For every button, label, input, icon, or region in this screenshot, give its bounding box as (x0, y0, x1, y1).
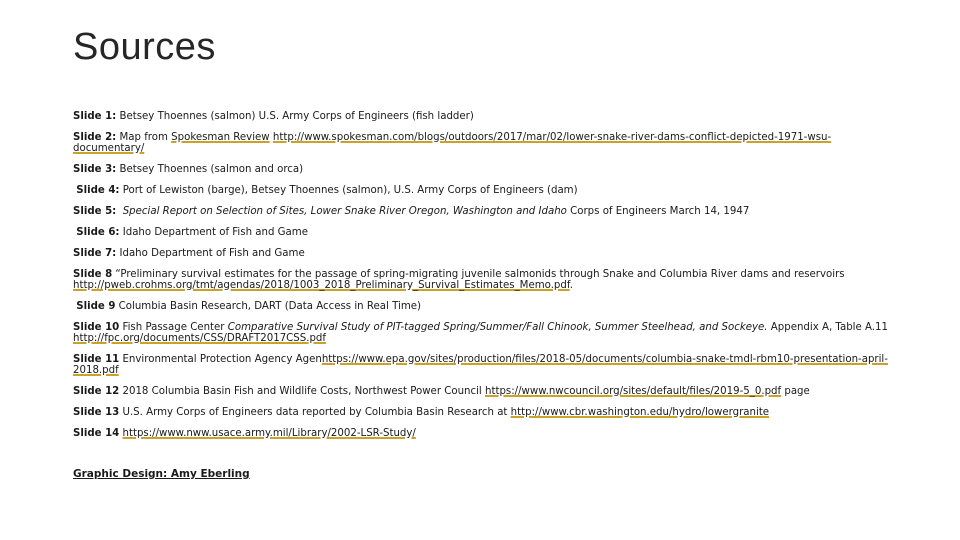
spokesman-url-link[interactable]: http://www.spokesman.com/blogs/outdoors/2017/mar/02/lower-snake-river-dams-conflict-depicted-1971-wsu-documentary/ (73, 132, 832, 154)
source-slide-10 (73, 322, 893, 344)
epa-tmdl-link[interactable]: https://www.epa.gov/sites/production/files/2018-05/documents/columbia-snake-tmdl-rbm10-presentation-april-2018.pdf (73, 354, 888, 376)
source-text: Betsey Thoennes (salmon) U.S. Army Corps of Engineers (fish ladder) (116, 111, 474, 122)
spokesman-review-link[interactable]: Spokesman Review (171, 132, 270, 143)
page-title: Sources (73, 26, 216, 68)
source-slide-13 (73, 407, 893, 418)
source-slide-6 (73, 227, 893, 238)
slide-label: Slide 8 (73, 269, 113, 280)
source-text: Idaho Department of Fish and Game (116, 248, 305, 259)
source-text: . (569, 280, 573, 291)
nwcouncil-link[interactable]: https://www.nwcouncil.org/sites/default/files/2019-5_0.pdf (485, 386, 782, 397)
slide-label: Slide 13 (73, 407, 120, 418)
source-slide-14 (73, 428, 893, 439)
slide-label: Slide 3: (73, 164, 117, 175)
source-slide-3 (73, 164, 893, 175)
source-text: Corps of Engineers March 14, 1947 (566, 206, 750, 217)
slide-label: Slide 2: (73, 132, 117, 143)
source-slide-12 (73, 386, 893, 397)
source-slide-4 (73, 185, 893, 196)
source-text: page (781, 386, 810, 397)
sources-list (73, 111, 893, 449)
cbr-lowergranite-link[interactable]: http://www.cbr.washington.edu/hydro/lowergranite (510, 407, 770, 418)
source-slide-8 (73, 269, 893, 291)
slide-label: Slide 4: (76, 185, 120, 196)
usace-lsr-study-link[interactable]: https://www.nww.usace.army.mil/Library/2002-LSR-Study/ (122, 428, 416, 439)
graphic-design-credit: Graphic Design: Amy Eberling (73, 468, 250, 480)
source-slide-7 (73, 248, 893, 259)
source-text: Appendix A, Table A.11 (767, 322, 888, 333)
source-slide-1 (73, 111, 893, 122)
source-text: “Preliminary survival estimates for the passage of spring-migrating juvenile salmonids through Snake and Columbia River dams and reservoirs (112, 269, 845, 280)
source-text: Map from (116, 132, 172, 143)
source-slide-11 (73, 354, 893, 376)
source-text: U.S. Army Corps of Engineers data reported by Columbia Basin Research at (119, 407, 511, 418)
slide-label: Slide 14 (73, 428, 120, 439)
source-text: Columbia Basin Research, DART (Data Access in Real Time) (115, 301, 421, 312)
slide-label: Slide 5: (73, 206, 117, 217)
slide-label: Slide 9 (76, 301, 116, 312)
source-text: Environmental Protection Agency Agen (119, 354, 322, 365)
source-slide-5 (73, 206, 893, 217)
source-text: Fish Passage Center (119, 322, 228, 333)
source-text: Betsey Thoennes (salmon and orca) (116, 164, 304, 175)
slide-label: Slide 12 (73, 386, 120, 397)
slide-label: Slide 6: (76, 227, 120, 238)
slide-label: Slide 11 (73, 354, 120, 365)
source-slide-9 (73, 301, 893, 312)
slide-label: Slide 1: (73, 111, 117, 122)
fpc-css-link[interactable]: http://fpc.org/documents/CSS/DRAFT2017CSS.pdf (73, 333, 326, 344)
source-slide-2 (73, 132, 893, 154)
report-title: Comparative Survival Study of PIT-tagged Spring/Summer/Fall Chinook, Summer Steelhead, and Sockeye. (227, 322, 768, 333)
source-text: Idaho Department of Fish and Game (119, 227, 308, 238)
slide-label: Slide 7: (73, 248, 117, 259)
source-text: 2018 Columbia Basin Fish and Wildlife Costs, Northwest Power Council (119, 386, 486, 397)
crohms-memo-link[interactable]: http://pweb.crohms.org/tmt/agendas/2018/1003_2018_Preliminary_Survival_Estimates_Memo.pdf (73, 280, 570, 291)
slide-label: Slide 10 (73, 322, 120, 333)
report-title: Special Report on Selection of Sites, Lower Snake River Oregon, Washington and Idaho (122, 206, 567, 217)
source-text: Port of Lewiston (barge), Betsey Thoennes (salmon), U.S. Army Corps of Engineers (dam) (119, 185, 578, 196)
